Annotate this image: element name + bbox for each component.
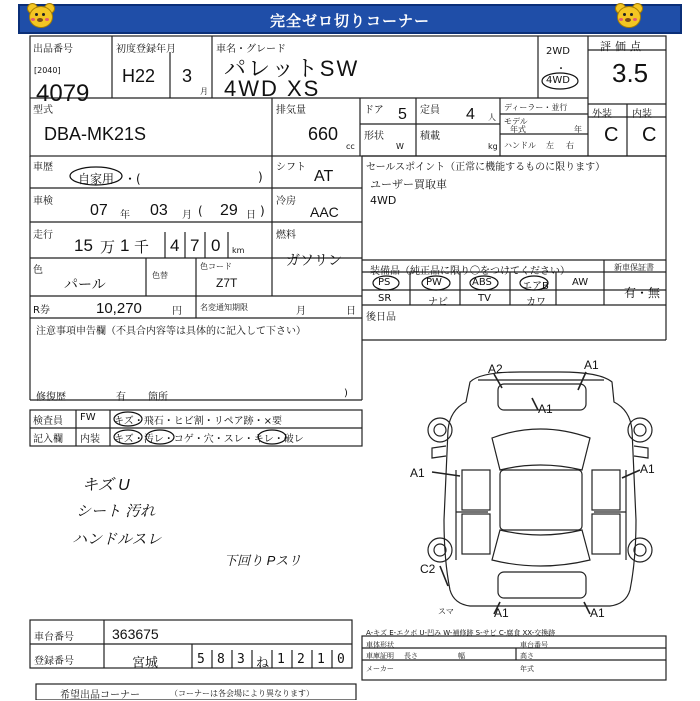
displacement-unit: cc [346,142,355,151]
legend-line1: A-キズ E-エクボ U-凹み W-補修跡 S-サビ C-腐食 XX-交換跡 [366,629,556,637]
sales-point-line1: ユーザー買取車 [370,178,447,191]
usage-suffix: ・( [124,172,141,186]
handwritten-note-4: 下回り Pスリ [224,553,302,568]
plate-digit-7: 1 [317,652,325,667]
mileage-man: 15 [74,236,93,255]
handwritten-note-3: ハンドルスレ [72,531,162,548]
capacity-label: 定員 [420,105,440,116]
equip-tv: TV [478,293,491,304]
rear-seat-label: 後日品 [366,312,396,323]
handle-right: 右 [566,141,574,150]
deadline-day-unit: 日 [346,306,356,317]
usage-close: ) [258,170,263,184]
equip-sr: SR [378,293,392,304]
legend-height: 高さ [520,652,534,660]
interior-label: 内装 [632,109,652,120]
color-code-label: 色コード [200,262,232,271]
deadline-label: 名変通知期限 [200,303,248,312]
int-label: 内装 [80,434,100,445]
legend-maker: メーカー [366,665,394,673]
registration-month-unit: 月 [200,87,208,96]
capacity-value: 4 [466,106,475,123]
banner-title: 完全ゼロ切りコーナー [269,12,430,30]
int-items: キズ・汚レ・コゲ・穴・スレ・キレ・破レ [114,434,304,445]
shift-value: AT [314,168,334,185]
plate-digit-4: ね [256,656,270,671]
displacement-label: 排気量 [276,105,306,116]
shift-label: シフト [276,162,306,173]
legend-chassis: 車台番号 [520,641,548,649]
legend-width: 幅 [458,652,465,660]
model-year-unit: 年 [574,125,582,134]
plate-digit-3: 3 [237,652,245,667]
notes-label: 注意事項申告欄（不具合内容等は具体的に記入して下さい） [36,326,306,337]
equip-aw: AW [572,277,589,288]
equip-navi: ナビ [428,297,448,308]
usage-value: 自家用 [78,172,115,186]
exterior-label: 外装 [592,109,612,120]
mileage-digit-2: 7 [190,236,200,255]
color-change-label: 色替 [152,271,168,280]
exterior-grade: C [604,124,619,146]
color-label: 色 [33,265,43,276]
mark-right-a1: A1 [640,462,655,476]
mileage-digit-1: 4 [170,236,180,255]
model-year-label1: モデル [504,117,528,126]
chassis-value: 363675 [112,626,159,642]
legend-length: 長さ [404,652,418,660]
fuel-label: 燃料 [276,230,296,241]
bumper-label: スマ [438,607,454,616]
inspection-year-unit: 年 [120,210,130,221]
plate-digit-1: 5 [197,652,205,667]
fuel-value: ガソリン [286,252,342,268]
capacity-unit: 人 [488,113,496,122]
inspection-open: ( [198,204,203,218]
equip-leather: カワ [526,297,546,308]
mileage-unit: km [232,246,245,255]
ac-label: 冷房 [276,196,296,207]
drive-4wd: 4WD [546,75,570,86]
equipment-label: 装備品（純正品に限り〇をつけてください） [370,266,570,277]
lot-small-code: [2040] [34,66,61,75]
recycle-value: 10,270 [96,300,142,317]
mark-front-a2: A2 [488,362,503,376]
load-label: 積載 [420,131,440,142]
legend-body-shape: 車体形状 [366,641,394,649]
equip-airbag: エアB [522,281,549,292]
inspection-day-unit: 日 [246,210,256,221]
mark-left-a1: A1 [410,466,425,480]
mark-rear-a1-left: A1 [494,606,509,620]
inspection-month: 03 [150,202,168,219]
record-label: 記入欄 [33,434,63,445]
lot-number: 4079 [36,80,90,107]
model-label: 型式 [33,105,53,116]
mark-front-a1: A1 [584,358,599,372]
footer-label: 希望出品コーナー [60,690,140,701]
inspection-year: 07 [90,202,108,219]
inspection-label: 車検 [33,196,53,207]
registration-month: 3 [182,66,193,86]
sales-point-line2: 4WD [370,194,397,207]
handle-unit: W [396,142,404,151]
inspection-month-unit: 月 [182,210,192,221]
drive-2wd: 2WD [546,46,570,57]
sales-point-label: セールスポイント（正常に機能するものに限ります） [366,162,606,173]
lot-label: 出品番号 [33,44,73,55]
usage-label: 車歴 [33,162,53,173]
registration-year: H22 [122,66,156,86]
warranty-value: 有・無 [624,286,661,300]
color-value: パール [64,276,106,292]
car-grade: 4WD XS [224,76,321,101]
legend-year: 年式 [520,665,534,673]
repair-close: ) [344,388,348,399]
model-year-label2: 年式 [510,125,526,134]
repair-label: 修復歴 [36,392,66,403]
registration-label: 初度登録年月 [116,44,176,55]
ext-label: FW [80,412,96,423]
deadline-month-unit: 月 [296,306,306,317]
chassis-label: 車台番号 [34,632,74,643]
handwritten-note-2: シート 汚れ [76,503,156,520]
equip-abs: ABS [472,277,492,288]
plate-digit-6: 2 [297,652,305,667]
new-warranty-label: 新車保証書 [614,263,654,272]
recycle-unit: 円 [172,306,182,317]
mark-hood-a1: A1 [538,402,553,416]
car-label: 車名・グレード [216,44,286,55]
interior-grade: C [642,124,657,146]
ac-value: AAC [310,204,339,220]
ext-items: キズ・飛石・ヒビ割・リペア跡・×要 [114,416,282,427]
repair-places: 箇所 [148,392,168,403]
rating-score: 3.5 [612,58,649,88]
plate-digit-8: 0 [337,652,345,667]
plate-label: 登録番号 [34,656,74,667]
equip-pw: PW [426,277,442,288]
mark-left-c2: C2 [420,562,436,576]
equip-ps: PS [378,277,391,288]
mileage-sen-unit: 千 [134,239,150,256]
legend-garage: 車庫証明 [366,652,394,660]
plate-digit-5: 1 [277,652,285,667]
inspector-label: 検査員 [33,416,63,427]
mileage-digit-3: 0 [211,236,221,255]
handle-label: ハンドル [504,141,536,150]
color-code: Z7T [216,276,238,290]
doors-value: 5 [398,106,407,123]
handle-left: 左 [546,141,554,150]
shape-label: 形状 [364,131,384,142]
mileage-sen: 1 [120,236,130,255]
dealer-label: ディーラー・並行 [504,103,568,112]
footer-note: （コーナーは各会場により異なります） [170,689,314,698]
rating-label: 評価点 [600,40,645,53]
inspection-day: 29 [220,202,238,219]
repair-value: 有 [116,392,126,403]
mileage-label: 走行 [33,230,53,241]
mark-rear-a1-right: A1 [590,606,605,620]
load-unit: kg [488,142,498,151]
inspection-close: ) [260,204,265,218]
displacement-value: 660 [308,124,339,144]
handwritten-note-1: キズ U [82,477,130,494]
mileage-man-unit: 万 [100,239,116,256]
plate-region: 宮城 [132,656,159,671]
recycle-label: R券 [33,305,50,316]
model-value: DBA-MK21S [44,124,147,144]
drive-dot: ・ [556,64,566,75]
doors-label: ドア [364,105,384,116]
plate-digit-2: 8 [217,652,225,667]
car-name: パレットSW [224,56,360,81]
